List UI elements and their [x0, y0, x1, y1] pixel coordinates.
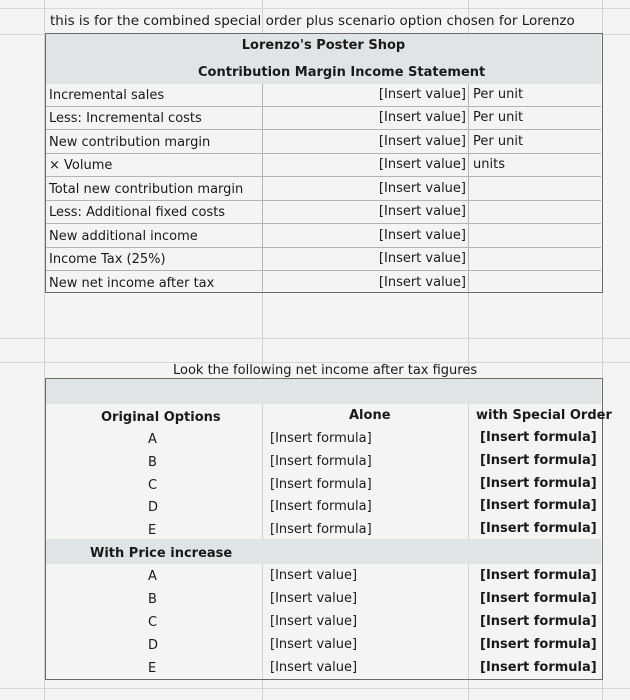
option-label: E: [148, 523, 157, 538]
option-label: C: [148, 615, 158, 630]
row-label: Total new contribution margin: [49, 182, 244, 197]
option-label: B: [148, 455, 157, 470]
special-cell[interactable]: [Insert formula]: [480, 660, 597, 675]
row-label: Less: Incremental costs: [49, 111, 202, 126]
row-label: Incremental sales: [49, 88, 165, 103]
option-label: A: [148, 432, 157, 447]
row-label: × Volume: [49, 158, 113, 173]
option-label: B: [148, 592, 157, 607]
row-divider: [46, 106, 601, 107]
special-cell[interactable]: [Insert formula]: [480, 614, 597, 629]
lookup-caption: Look the following net income after tax figures: [173, 363, 478, 378]
row-value-cell[interactable]: [Insert value]: [378, 110, 466, 125]
row-divider: [46, 129, 601, 130]
grid-row-line: [0, 8, 630, 9]
row-label: New additional income: [49, 229, 198, 244]
option-label: A: [148, 569, 157, 584]
option-label: D: [148, 638, 159, 653]
alone-cell[interactable]: [Insert value]: [270, 591, 358, 606]
row-divider: [46, 223, 601, 224]
row-value-cell[interactable]: [Insert value]: [378, 87, 466, 102]
special-cell[interactable]: [Insert formula]: [480, 591, 597, 606]
row-value-cell[interactable]: [Insert value]: [378, 275, 466, 290]
statement-title: Contribution Margin Income Statement: [198, 65, 486, 80]
row-unit: Per unit: [473, 134, 524, 149]
row-divider: [46, 247, 601, 248]
row-divider: [46, 176, 601, 177]
row-value-cell[interactable]: [Insert value]: [378, 134, 466, 149]
alone-cell[interactable]: [Insert formula]: [270, 522, 372, 537]
row-divider: [46, 270, 601, 271]
grid-row-line: [0, 338, 630, 339]
alone-cell[interactable]: [Insert formula]: [270, 499, 372, 514]
alone-cell[interactable]: [Insert value]: [270, 637, 358, 652]
row-unit: Per unit: [473, 87, 524, 102]
grid-row-line: [0, 688, 630, 689]
special-cell[interactable]: [Insert formula]: [480, 637, 597, 652]
price-increase-label: With Price increase: [90, 546, 233, 561]
col-divider: [262, 84, 263, 291]
row-unit: units: [473, 157, 505, 172]
row-value-cell[interactable]: [Insert value]: [378, 251, 466, 266]
alone-cell[interactable]: [Insert value]: [270, 568, 358, 583]
special-cell[interactable]: [Insert formula]: [480, 568, 597, 583]
alone-cell[interactable]: [Insert formula]: [270, 454, 372, 469]
row-unit: Per unit: [473, 110, 524, 125]
company-title: Lorenzo's Poster Shop: [241, 38, 406, 53]
row-value-cell[interactable]: [Insert value]: [378, 157, 466, 172]
header-original-options: Original Options: [101, 410, 221, 425]
row-label: New net income after tax: [49, 276, 215, 291]
header-special-order: with Special Order: [476, 408, 612, 423]
row-label: Less: Additional fixed costs: [49, 205, 226, 220]
row-value-cell[interactable]: [Insert value]: [378, 228, 466, 243]
lookup-top-band: [46, 379, 601, 404]
header-alone: Alone: [349, 408, 391, 423]
alone-cell[interactable]: [Insert formula]: [270, 477, 372, 492]
row-divider: [46, 200, 601, 201]
alone-cell[interactable]: [Insert value]: [270, 614, 358, 629]
option-label: E: [148, 661, 157, 676]
special-cell[interactable]: [Insert formula]: [480, 498, 597, 513]
special-cell[interactable]: [Insert formula]: [480, 521, 597, 536]
option-label: D: [148, 500, 159, 515]
row-value-cell[interactable]: [Insert value]: [378, 204, 466, 219]
special-cell[interactable]: [Insert formula]: [480, 453, 597, 468]
note-text: this is for the combined special order plus scenario option chosen for Lorenzo: [50, 13, 575, 29]
row-label: Income Tax (25%): [49, 252, 166, 267]
special-cell[interactable]: [Insert formula]: [480, 430, 597, 445]
alone-cell[interactable]: [Insert formula]: [270, 431, 372, 446]
row-value-cell[interactable]: [Insert value]: [378, 181, 466, 196]
special-cell[interactable]: [Insert formula]: [480, 476, 597, 491]
col-divider: [468, 84, 469, 291]
row-divider: [46, 153, 601, 154]
alone-cell[interactable]: [Insert value]: [270, 660, 358, 675]
row-label: New contribution margin: [49, 135, 211, 150]
option-label: C: [148, 478, 158, 493]
